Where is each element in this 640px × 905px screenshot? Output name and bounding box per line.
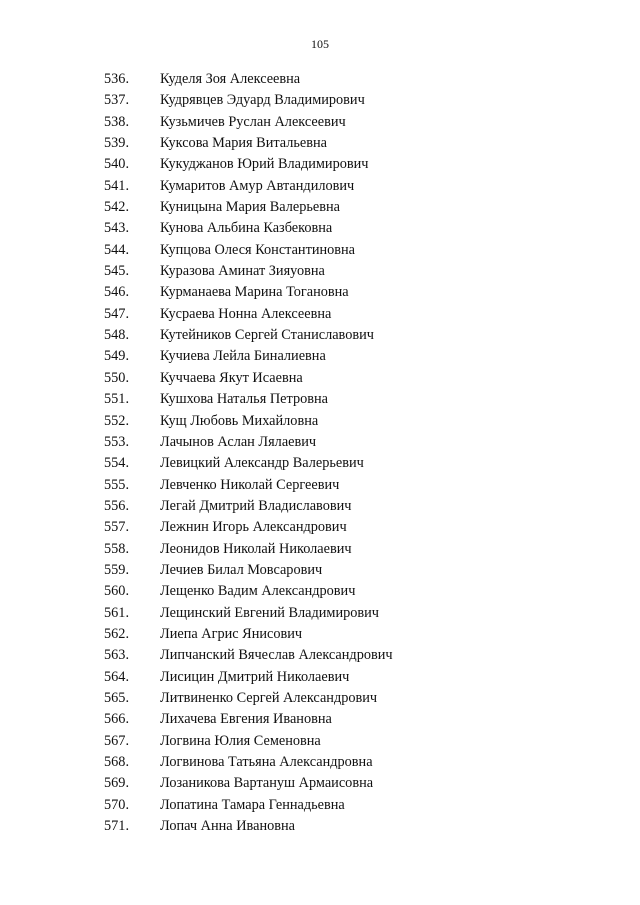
entry-number: 557. — [104, 519, 130, 536]
name-list — [0, 69, 640, 837]
entry-name: Лозаникова Вартануш Армаисовна — [160, 775, 374, 792]
list-item — [0, 581, 640, 602]
list-item — [0, 517, 640, 538]
entry-name: Кунова Альбина Казбековна — [160, 220, 333, 237]
list-item — [0, 282, 640, 303]
list-item — [0, 475, 640, 496]
list-item — [0, 154, 640, 175]
list-item — [0, 688, 640, 709]
entry-number: 570. — [104, 796, 130, 813]
entry-name: Лихачева Евгения Ивановна — [160, 711, 332, 728]
list-item — [0, 304, 640, 325]
entry-name: Кудрявцев Эдуард Владимирович — [160, 92, 365, 109]
entry-number: 540. — [104, 156, 130, 173]
entry-name: Лачынов Аслан Лялаевич — [160, 433, 317, 450]
entry-name: Лопатина Тамара Геннадьевна — [160, 796, 345, 813]
list-item — [0, 176, 640, 197]
entry-name: Кузьмичев Руслан Алексеевич — [160, 113, 346, 130]
list-item — [0, 133, 640, 154]
entry-name: Левицкий Александр Валерьевич — [160, 455, 364, 472]
entry-name: Лещинский Евгений Владимирович — [160, 604, 379, 621]
entry-name: Легай Дмитрий Владиславович — [160, 497, 352, 514]
entry-name: Кучиева Лейла Биналиевна — [160, 348, 326, 365]
entry-number: 555. — [104, 476, 130, 493]
entry-number: 548. — [104, 327, 130, 344]
list-item — [0, 346, 640, 367]
entry-name: Лисицин Дмитрий Николаевич — [160, 668, 350, 685]
list-item — [0, 368, 640, 389]
list-item — [0, 667, 640, 688]
list-item — [0, 69, 640, 90]
entry-number: 565. — [104, 689, 130, 706]
list-item — [0, 709, 640, 730]
list-item — [0, 240, 640, 261]
entry-number: 545. — [104, 263, 130, 280]
list-item — [0, 603, 640, 624]
entry-number: 568. — [104, 754, 130, 770]
list-item — [0, 411, 640, 432]
list-item — [0, 218, 640, 239]
entry-number: 536. — [104, 71, 130, 87]
list-item — [0, 539, 640, 560]
entry-name: Лещенко Вадим Александрович — [160, 583, 356, 600]
entry-number: 564. — [104, 668, 130, 685]
entry-name: Лопач Анна Ивановна — [160, 818, 296, 835]
entry-name: Куделя Зоя Алексеевна — [160, 71, 301, 87]
entry-name: Купцова Олеся Константиновна — [160, 241, 356, 258]
entry-number: 553. — [104, 433, 130, 450]
list-item — [0, 112, 640, 133]
entry-number: 563. — [104, 647, 130, 664]
entry-name: Левченко Николай Сергеевич — [160, 476, 340, 493]
list-item — [0, 496, 640, 517]
entry-name: Куразова Аминат Зияуовна — [160, 263, 325, 280]
entry-number: 559. — [104, 561, 130, 578]
entry-name: Кущ Любовь Михайловна — [160, 412, 319, 429]
entry-number: 544. — [104, 241, 130, 258]
entry-number: 543. — [104, 220, 130, 237]
entry-name: Лиепа Агрис Янисович — [160, 625, 303, 642]
entry-name: Курманаева Марина Тогановна — [160, 284, 349, 301]
entry-number: 539. — [104, 135, 130, 152]
entry-name: Липчанский Вячеслав Александрович — [160, 647, 393, 664]
list-item — [0, 389, 640, 410]
entry-number: 541. — [104, 177, 130, 194]
entry-number: 546. — [104, 284, 130, 301]
entry-number: 566. — [104, 711, 130, 728]
entry-name: Логвина Юлия Семеновна — [160, 732, 321, 749]
entry-number: 538. — [104, 113, 130, 130]
entry-name: Логвинова Татьяна Александровна — [160, 754, 373, 770]
list-item — [0, 773, 640, 794]
entry-name: Кусраева Нонна Алексеевна — [160, 305, 332, 322]
entry-name: Куницына Мария Валерьевна — [160, 199, 340, 216]
entry-number: 561. — [104, 604, 130, 621]
entry-name: Кутейников Сергей Станиславович — [160, 327, 374, 344]
entry-name: Куксова Мария Витальевна — [160, 135, 328, 152]
entry-name: Лежнин Игорь Александрович — [160, 519, 347, 536]
page-number: 105 — [311, 37, 329, 51]
entry-name: Кумаритов Амур Автандилович — [160, 177, 355, 194]
list-item — [0, 432, 640, 453]
list-item — [0, 261, 640, 282]
entry-number: 547. — [104, 305, 130, 322]
entry-number: 542. — [104, 199, 130, 216]
entry-number: 560. — [104, 583, 130, 600]
entry-name: Леонидов Николай Николаевич — [160, 540, 352, 557]
list-item — [0, 453, 640, 474]
entry-number: 554. — [104, 455, 130, 472]
entry-number: 549. — [104, 348, 130, 365]
list-item — [0, 90, 640, 111]
entry-number: 550. — [104, 369, 130, 386]
entry-name: Лечиев Билал Мовсарович — [160, 561, 323, 578]
entry-number: 552. — [104, 412, 130, 429]
entry-number: 537. — [104, 92, 130, 109]
list-item — [0, 325, 640, 346]
entry-name: Литвиненко Сергей Александрович — [160, 689, 378, 706]
entry-number: 558. — [104, 540, 130, 557]
entry-number: 571. — [104, 818, 130, 835]
entry-number: 567. — [104, 732, 130, 749]
entry-number: 551. — [104, 391, 130, 408]
entry-number: 556. — [104, 497, 130, 514]
list-item — [0, 752, 640, 773]
entry-name: Куччаева Якут Исаевна — [160, 369, 303, 386]
list-item — [0, 816, 640, 837]
list-item — [0, 197, 640, 218]
list-item — [0, 645, 640, 666]
entry-number: 569. — [104, 775, 130, 792]
entry-name: Кушхова Наталья Петровна — [160, 391, 328, 408]
list-item — [0, 795, 640, 816]
entry-name: Кукуджанов Юрий Владимирович — [160, 156, 369, 173]
list-item — [0, 731, 640, 752]
entry-number: 562. — [104, 625, 130, 642]
list-item — [0, 624, 640, 645]
list-item — [0, 560, 640, 581]
